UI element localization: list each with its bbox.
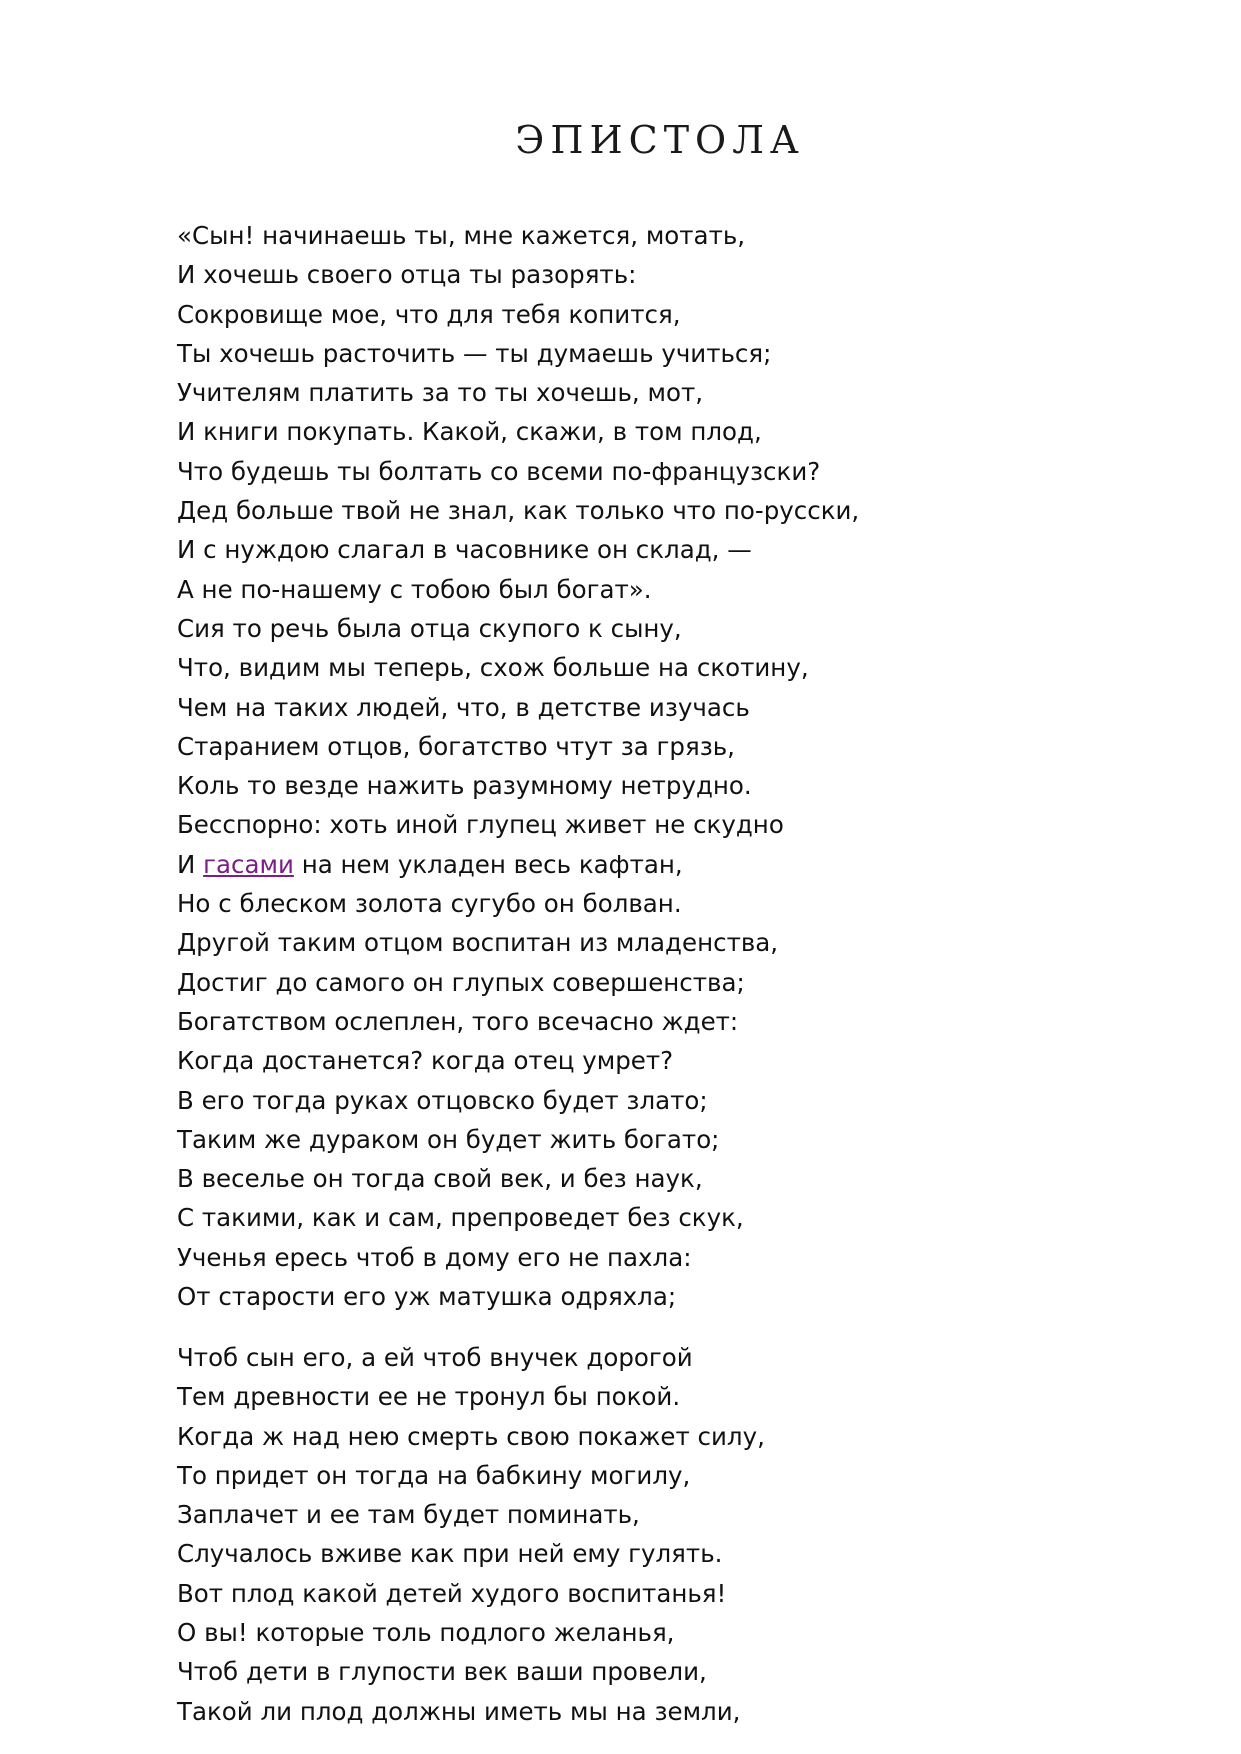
poem-line: Достиг до самого он глупых совершенства; — [177, 967, 745, 997]
poem-line: Чем на таких людей, что, в детстве изучась — [177, 692, 750, 722]
poem-line: Ты хочешь расточить — ты думаешь учиться; — [177, 338, 772, 368]
poem-line: Бесспорно: хоть иной глупец живет не скудно — [177, 810, 784, 840]
stanza-2 — [177, 1338, 765, 1731]
poem-line: Вот плод какой детей худого воспитанья! — [177, 1578, 727, 1608]
poem-line: Что, видим мы теперь, схож больше на скотину, — [177, 653, 809, 683]
poem-line: И книги покупать. Какой, скажи, в том плод, — [177, 417, 762, 447]
poem-line: От старости его уж матушка одряхла; — [177, 1282, 677, 1312]
gasami-link[interactable]: гасами — [203, 849, 294, 879]
poem-line: Старанием отцов, богатство чтут за грязь, — [177, 731, 735, 761]
poem-line-with-link — [177, 845, 859, 884]
stanza-1 — [177, 216, 859, 1316]
poem-line: Что будешь ты болтать со всеми по-французски? — [177, 456, 821, 486]
poem-line: В веселье он тогда свой век, и без наук, — [177, 1164, 703, 1194]
poem-line: Такой ли плод должны иметь мы на земли, — [177, 1696, 741, 1726]
poem-line: С такими, как и сам, препроведет без скук, — [177, 1203, 744, 1233]
poem-line: Богатством ослеплен, того всечасно ждет: — [177, 1006, 739, 1036]
poem-line: Таким же дураком он будет жить богато; — [177, 1124, 720, 1154]
poem-line: Учителям платить за то ты хочешь, мот, — [177, 378, 704, 408]
poem-line: Чтоб сын его, а ей чтоб внучек дорогой — [177, 1343, 693, 1372]
poem-line: Ученья ересь чтоб в дому его не пахла: — [177, 1242, 692, 1272]
poem-line: Другой таким отцом воспитан из младенства, — [177, 928, 779, 958]
poem-line: Когда ж над нею смерть свою покажет силу, — [177, 1421, 765, 1451]
poem-line: Тем древности ее не тронул бы покой. — [177, 1382, 681, 1412]
poem-line: Чтоб дети в глупости век ваши провели, — [177, 1657, 707, 1687]
poem-line: То придет он тогда на бабкину могилу, — [177, 1460, 691, 1490]
poem-line: Случалось вживе как при ней ему гулять. — [177, 1539, 723, 1569]
poem-line: Коль то везде нажить разумному нетрудно. — [177, 771, 752, 801]
line-prefix: И — [177, 849, 204, 879]
poem-line: И хочешь своего отца ты разорять: — [177, 260, 637, 290]
poem-line: Сокровище мое, что для тебя копится, — [177, 299, 681, 329]
poem-line: Сия то речь была отца скупого к сыну, — [177, 613, 682, 643]
poem-line: О вы! которые толь подлого желанья, — [177, 1618, 675, 1648]
poem-line: А не по-нашему с тобою был богат». — [177, 574, 652, 604]
poem-line: «Сын! начинаешь ты, мне кажется, мотать, — [177, 221, 746, 250]
poem-line: В его тогда руках отцовско будет злато; — [177, 1085, 708, 1115]
poem-line: Заплачет и ее там будет поминать, — [177, 1500, 640, 1530]
line-suffix: на нем укладен весь кафтан, — [293, 849, 683, 879]
poem-line: Когда достанется? когда отец умрет? — [177, 1046, 674, 1076]
poem-line: Но с блеском золота сугубо он болван. — [177, 889, 682, 919]
poem-line: Дед больше твой не знал, как только что по-русски, — [177, 496, 860, 526]
poem-line: И с нуждою слагал в часовнике он склад, — — [177, 535, 752, 565]
poem-title: ЭПИСТОЛА — [515, 118, 805, 162]
